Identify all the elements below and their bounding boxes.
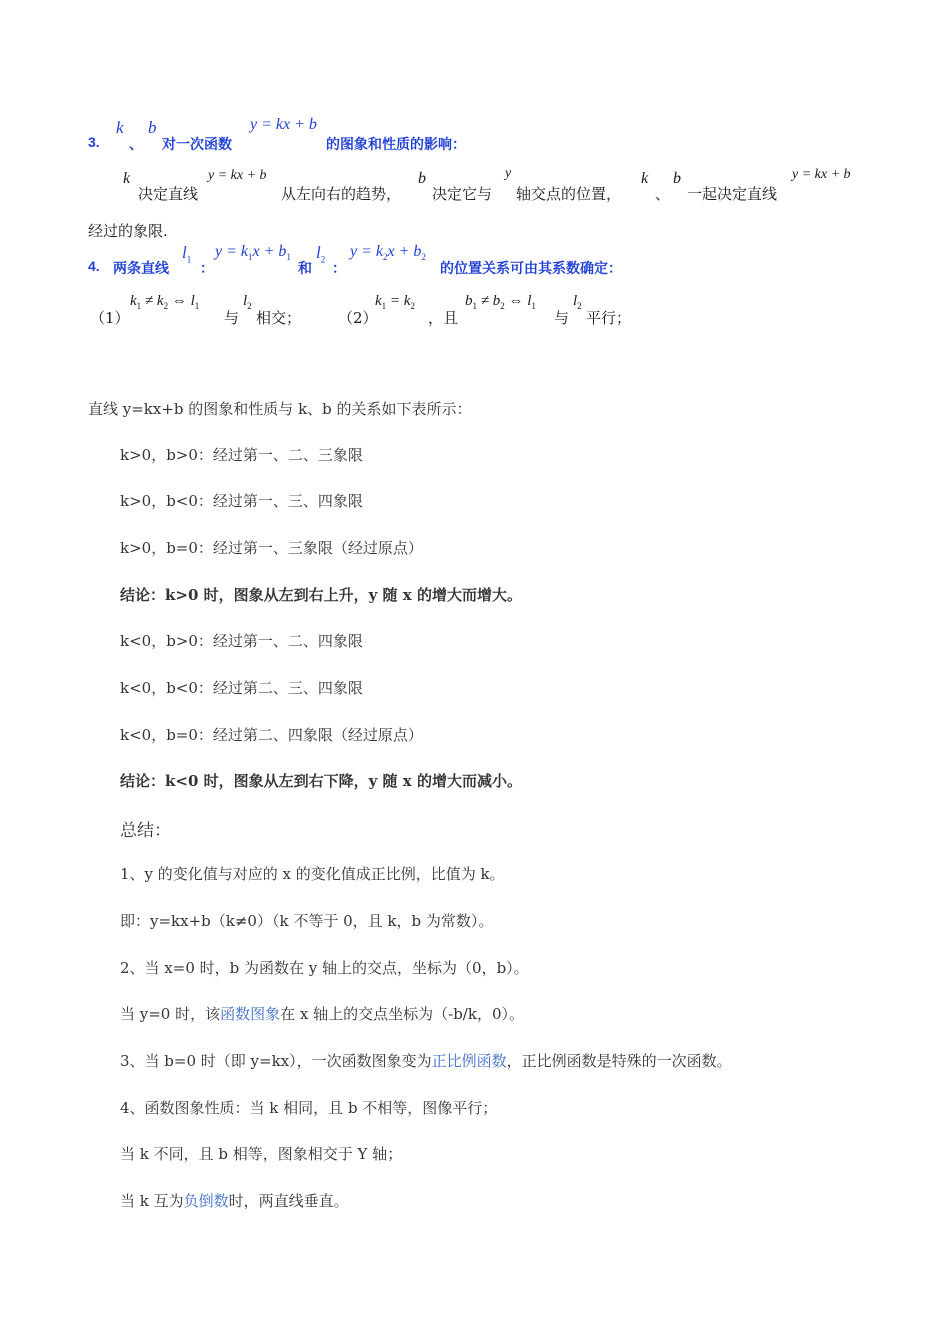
condition-2-expr-a: $k_1 = k_2$ bbox=[375, 293, 415, 311]
summary-title: 总结： bbox=[120, 821, 171, 841]
section-4-number: 4. bbox=[88, 258, 100, 274]
summary-item: 4、函数图象性质：当 k 相同，且 b 不相等，图像平行； bbox=[120, 1099, 498, 1117]
summary-item: 2、当 x=0 时，b 为函数在 y 轴上的交点，坐标为（0，b）。 bbox=[120, 959, 529, 977]
summary-item: 1、y 的变化值与对应的 x 的变化值成正比例，比值为 k。 bbox=[120, 865, 505, 883]
summary-item bbox=[120, 1003, 524, 1024]
summary-text: 3、当 b=0 时（即 y=kx），一次函数图象变为 bbox=[120, 1052, 432, 1070]
section-3-number: 3. bbox=[88, 134, 100, 150]
list-item: k>0，b<0：经过第一、三、四象限 bbox=[120, 492, 363, 510]
formula-line-1: $y = k_1x + b_1$ bbox=[215, 243, 291, 263]
math-k: k bbox=[641, 170, 649, 187]
condition-1-expr: $k_1 \ne k_2$ ⇔ $l_1$ bbox=[130, 293, 200, 311]
math-k: k bbox=[116, 118, 124, 137]
list-item: k>0，b>0：经过第一、二、三象限 bbox=[120, 446, 363, 464]
math-l2: $l_2$ bbox=[573, 293, 582, 311]
yu-text: 与 bbox=[554, 309, 570, 327]
conclusion-2: 结论：k<0 时，图象从左到右下降，y 随 x 的增大而减小。 bbox=[120, 772, 522, 790]
link-negative-reciprocal[interactable]: 负倒数 bbox=[183, 1192, 229, 1210]
math-b: b bbox=[148, 118, 157, 137]
summary-item: 即：y=kx+b（k≠0）（k 不等于 0，且 k，b 为常数）。 bbox=[120, 912, 494, 930]
math-k: k bbox=[123, 170, 131, 187]
link-proportional-function[interactable]: 正比例函数 bbox=[431, 1052, 507, 1070]
colon: ： bbox=[200, 260, 214, 276]
list-item: k<0，b>0：经过第一、二、四象限 bbox=[120, 632, 363, 650]
section-4-tail: 的位置关系可由其系数确定： bbox=[440, 260, 622, 276]
list-item: k<0，b<0：经过第二、三、四象限 bbox=[120, 679, 363, 697]
summary-text: 当 y=0 时，该 bbox=[120, 1005, 221, 1023]
summary-item: 当 k 不同，且 b 相等，图象相交于 Y 轴； bbox=[120, 1145, 403, 1163]
table-intro: 直线 y=kx+b 的图象和性质与 k、b 的关系如下表所示： bbox=[88, 400, 472, 418]
yu-text: 与 bbox=[224, 309, 240, 327]
formula-ykxb: y = kx + b bbox=[792, 167, 851, 182]
math-b: b bbox=[673, 170, 681, 187]
paragraph-text: 从左向右的趋势， bbox=[281, 185, 402, 203]
list-item: k<0，b=0：经过第二、四象限（经过原点） bbox=[120, 726, 423, 744]
condition-1-label: （1） bbox=[90, 309, 130, 327]
formula-ykxb: y = kx + b bbox=[208, 168, 267, 183]
condition-2-label: （2） bbox=[338, 309, 378, 327]
condition-2-expr-b: $b_1 \ne b_2$ ⇔ $l_1$ bbox=[465, 293, 536, 311]
section-3-tail: 的图象和性质的影响： bbox=[326, 136, 466, 152]
summary-item bbox=[120, 1050, 732, 1071]
paragraph-text: 一起决定直线 bbox=[687, 185, 778, 203]
formula-line-2: $y = k_2x + b_2$ bbox=[350, 243, 426, 263]
math-b: b bbox=[418, 170, 426, 187]
math-y: y bbox=[505, 166, 512, 181]
summary-text: 时，两直线垂直。 bbox=[228, 1192, 349, 1210]
condition-1-text: 相交； bbox=[256, 309, 302, 327]
paragraph-text: 轴交点的位置， bbox=[516, 185, 622, 203]
section-3-text: 对一次函数 bbox=[162, 136, 232, 152]
link-function-graph[interactable]: 函数图象 bbox=[220, 1005, 281, 1023]
formula-ykxb: y = kx + b bbox=[250, 116, 317, 133]
summary-text: 在 x 轴上的交点坐标为（-b/k，0）。 bbox=[280, 1005, 524, 1023]
conclusion-1: 结论：k>0 时，图象从左到右上升，y 随 x 的增大而增大。 bbox=[120, 586, 522, 604]
qie-text: ，且 bbox=[428, 309, 459, 327]
condition-2-text: 平行； bbox=[586, 309, 632, 327]
summary-text: 当 k 互为 bbox=[120, 1192, 184, 1210]
paragraph-text: 决定直线 bbox=[138, 185, 199, 203]
paragraph-text: 决定它与 bbox=[432, 185, 493, 203]
paragraph-text: 经过的象限. bbox=[88, 222, 168, 240]
separator: 、 bbox=[129, 136, 143, 152]
list-item: k>0，b=0：经过第一、三象限（经过原点） bbox=[120, 539, 423, 557]
math-l1: $l_1$ bbox=[182, 243, 192, 265]
and-text: 和 bbox=[298, 260, 312, 276]
summary-text: ，正比例函数是特殊的一次函数。 bbox=[506, 1052, 732, 1070]
math-l2: $l_2$ bbox=[316, 243, 326, 265]
colon: ： bbox=[332, 260, 346, 276]
separator: 、 bbox=[655, 185, 671, 203]
math-l2: $l_2$ bbox=[243, 293, 252, 311]
section-4-text: 两条直线 bbox=[113, 260, 169, 276]
summary-item bbox=[120, 1190, 349, 1211]
